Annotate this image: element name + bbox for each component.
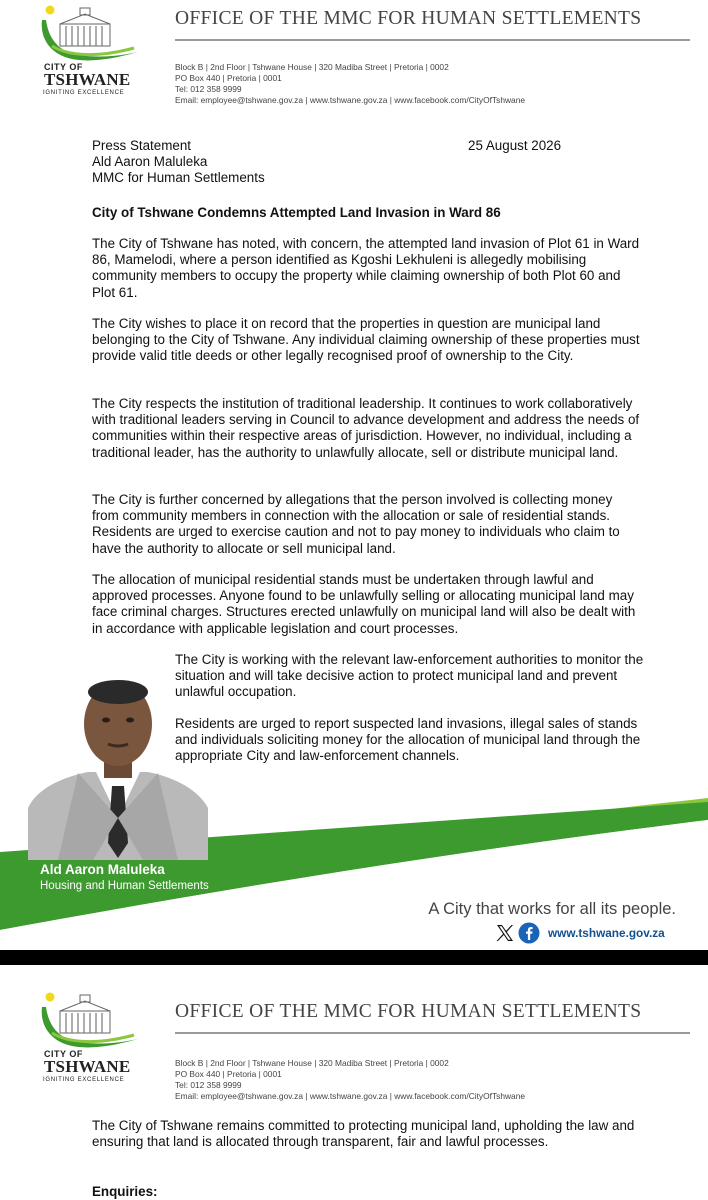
header-divider xyxy=(175,1032,690,1034)
address-line-2: PO Box 440 | Pretoria | 0001 xyxy=(175,73,282,83)
paragraph-3: The City respects the institution of traditional leadership. It continues to work collaboratively with traditional leaders serving in Council to advance development and address the needs of communities within their respective areas of jurisdiction. However, no individual, including a traditional leader, has the authority to unlawfully allocate, sell or distribute municipal land. xyxy=(92,396,640,460)
statement-author-title: MMC for Human Settlements xyxy=(92,170,265,186)
address-line-4: Email: employee@tshwane.gov.za | www.tshwane.gov.za | www.facebook.com/CityOfTshwane xyxy=(175,95,526,105)
city-of-tshwane-logo xyxy=(38,2,158,102)
address-line-3: Tel: 012 358 9999 xyxy=(175,84,242,94)
address-line-3: Tel: 012 358 9999 xyxy=(175,1080,242,1090)
document-page-2 xyxy=(0,965,708,1200)
page2-paragraph: The City of Tshwane remains committed to protecting municipal land, upholding the law and ensuring that land is allocated through transparent, fair and lawful processes. xyxy=(92,1118,635,1150)
logo-tagline: IGNITING EXCELLENCE xyxy=(43,1077,125,1083)
facebook-icon[interactable] xyxy=(518,922,540,944)
statement-type: Press Statement xyxy=(92,138,191,153)
statement-meta xyxy=(92,138,265,187)
address-line-1: Block B | 2nd Floor | Tshwane House | 320 Madiba Street | Pretoria | 0002 xyxy=(175,62,449,72)
paragraph-6: The City is working with the relevant law-enforcement authorities to monitor the situation and will take decisive action to protect municipal land and prevent unlawful occupation. xyxy=(175,652,644,700)
office-title: OFFICE OF THE MMC FOR HUMAN SETTLEMENTS xyxy=(175,8,642,29)
enquiries-label: Enquiries: xyxy=(92,1184,158,1199)
logo-city-of: CITY OF xyxy=(44,1049,83,1059)
logo-tagline: IGNITING EXCELLENCE xyxy=(43,90,125,96)
paragraph-5: The allocation of municipal residential stands must be undertaken through lawful and approved processes. Anyone found to be unlawfully selling or allocating municipal land may face criminal charges. Structures erected unlawfully on municipal land will also be dealt with in accordance with applicable legislation and court processes. xyxy=(92,572,636,636)
footer-website-link[interactable]: www.tshwane.gov.za xyxy=(548,926,665,940)
logo-city-of: CITY OF xyxy=(44,62,83,72)
logo-city-name: TSHWANE xyxy=(44,1057,131,1076)
footer-mmc-name: Ald Aaron Maluleka xyxy=(40,862,165,877)
mmc-portrait xyxy=(18,668,218,860)
paragraph-2: The City wishes to place it on record that the properties in question are municipal land belonging to the City of Tshwane. Any individual claiming ownership of these properties must provide valid title deeds or other legally recognised proof of ownership to the City. xyxy=(92,316,640,364)
header-divider xyxy=(175,39,690,41)
letterhead xyxy=(0,0,708,112)
office-title: OFFICE OF THE MMC FOR HUMAN SETTLEMENTS xyxy=(175,1001,642,1022)
address-line-2: PO Box 440 | Pretoria | 0001 xyxy=(175,1069,282,1079)
logo-emblem-icon xyxy=(38,2,158,66)
logo-city-name: TSHWANE xyxy=(44,70,131,89)
footer-mmc-portfolio: Housing and Human Settlements xyxy=(40,880,209,892)
x-icon[interactable] xyxy=(494,922,516,944)
city-of-tshwane-logo-page-2 xyxy=(38,989,158,1089)
address-line-4: Email: employee@tshwane.gov.za | www.tshwane.gov.za | www.facebook.com/CityOfTshwane xyxy=(175,1091,526,1101)
address-line-1: Block B | 2nd Floor | Tshwane House | 320 Madiba Street | Pretoria | 0002 xyxy=(175,1058,449,1068)
paragraph-4: The City is further concerned by allegations that the person involved is collecting money from community members in connection with the allocation or sale of residential stands. Residents are urged to exercise caution and not to pay money to individuals who claim to have the authority to allocate or sell municipal land. xyxy=(92,492,620,556)
social-links xyxy=(494,921,540,945)
paragraph-1: The City of Tshwane has noted, with concern, the attempted land invasion of Plot 61 in Ward 86, Mamelodi, where a person identified as Kgoshi Lekhuleni is allegedly mobilising community members to occupy the property while claiming ownership of both Plot 60 and Plot 61. xyxy=(92,236,640,300)
footer-slogan: A City that works for all its people. xyxy=(428,900,676,918)
logo-emblem-icon xyxy=(38,989,158,1053)
statement-author: Ald Aaron Maluleka xyxy=(92,154,208,170)
letterhead-page-2 xyxy=(0,965,708,1101)
paragraph-7: Residents are urged to report suspected land invasions, illegal sales of stands and individuals soliciting money for the allocation of municipal land through the appropriate City and law-enforcement channels. xyxy=(175,716,641,764)
statement-date: 25 August 2026 xyxy=(468,138,562,153)
statement-headline: City of Tshwane Condemns Attempted Land Invasion in Ward 86 xyxy=(92,205,501,220)
